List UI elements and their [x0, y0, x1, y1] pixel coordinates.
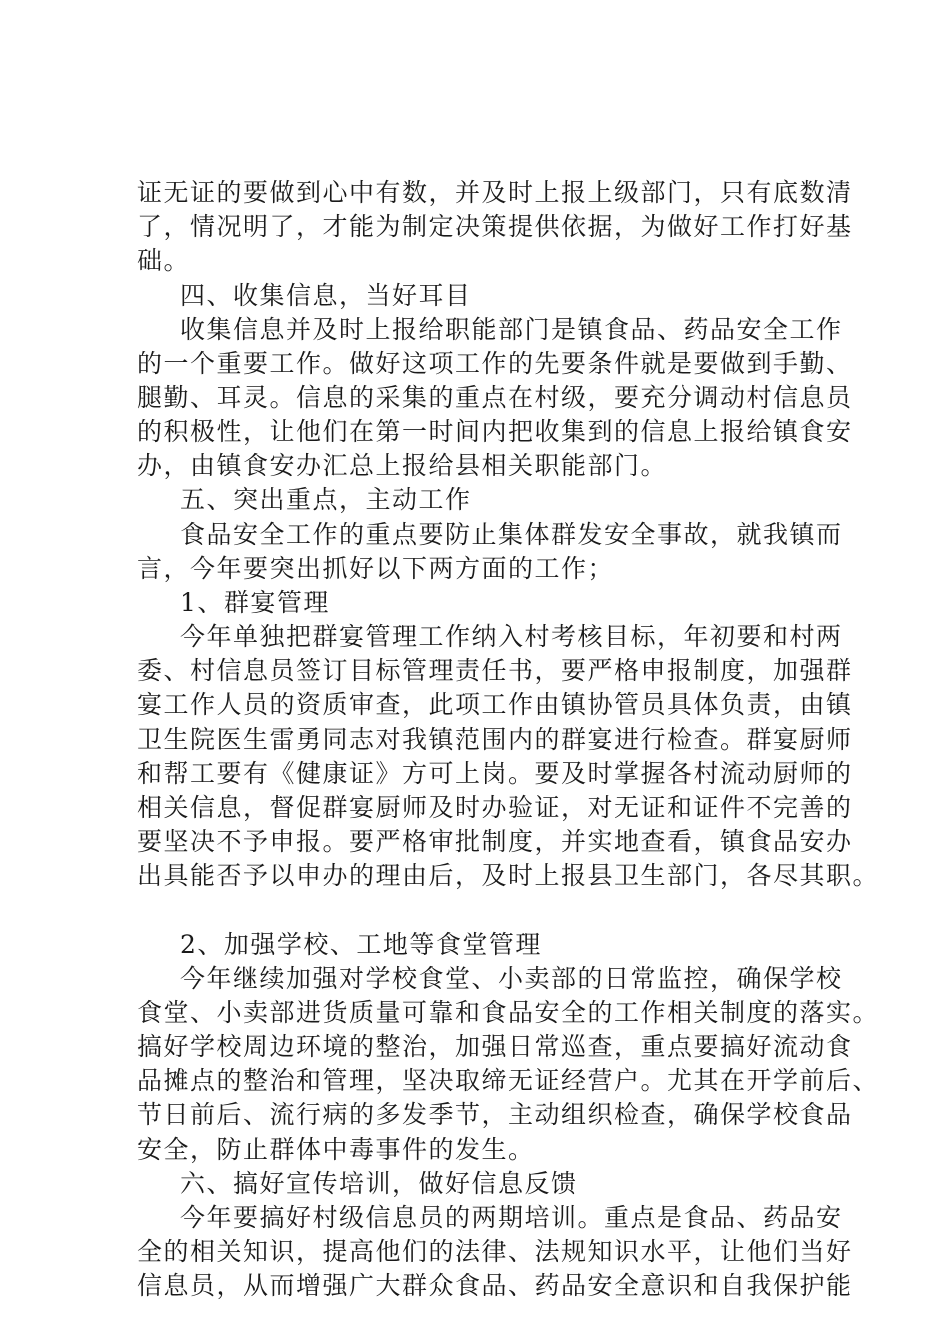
subsection-heading: 2、加强学校、工地等食堂管理	[180, 930, 542, 959]
section-heading: 六、搞好宣传培训，做好信息反馈	[180, 1169, 578, 1198]
body-text-line: 今年要搞好村级信息员的两期培训。重点是食品、药品安	[180, 1203, 843, 1232]
body-text-line: 节日前后、流行病的多发季节，主动组织检查，确保学校食品	[137, 1100, 853, 1129]
body-text-line: 要坚决不予申报。要严格审批制度，并实地查看，镇食品安办	[137, 827, 853, 856]
body-text-line: 的积极性，让他们在第一时间内把收集到的信息上报给镇食安	[137, 417, 853, 446]
body-text-line: 相关信息，督促群宴厨师及时办验证，对无证和证件不完善的	[137, 793, 853, 822]
body-text-line: 品摊点的整治和管理，坚决取缔无证经营户。尤其在开学前后、	[137, 1066, 880, 1095]
body-text-line: 卫生院医生雷勇同志对我镇范围内的群宴进行检查。群宴厨师	[137, 725, 853, 754]
body-text-line: 础。	[137, 246, 191, 275]
body-text-line: 今年单独把群宴管理工作纳入村考核目标，年初要和村两	[180, 622, 843, 651]
body-text-line: 宴工作人员的资质审查，此项工作由镇协管员具体负责，由镇	[137, 690, 853, 719]
body-text-line: 言，今年要突出抓好以下两方面的工作；	[137, 554, 615, 583]
body-text-line: 收集信息并及时上报给职能部门是镇食品、药品安全工作	[180, 315, 843, 344]
body-text-line: 食堂、小卖部进货质量可靠和食品安全的工作相关制度的落实。	[137, 998, 880, 1027]
body-text-line: 证无证的要做到心中有数，并及时上报上级部门，只有底数清	[137, 178, 853, 207]
body-text-line: 腿勤、耳灵。信息的采集的重点在村级，要充分调动村信息员	[137, 383, 853, 412]
body-text-line: 今年继续加强对学校食堂、小卖部的日常监控，确保学校	[180, 964, 843, 993]
body-text-line: 了，情况明了，才能为制定决策提供依据，为做好工作打好基	[137, 212, 853, 241]
body-text-line: 搞好学校周边环境的整治，加强日常巡查，重点要搞好流动食	[137, 1032, 853, 1061]
body-text-line: 信息员，从而增强广大群众食品、药品安全意识和自我保护能	[137, 1271, 853, 1300]
body-text-line: 办，由镇食安办汇总上报给县相关职能部门。	[137, 451, 668, 480]
body-text-line: 食品安全工作的重点要防止集体群发安全事故，就我镇而	[180, 520, 843, 549]
body-text-line: 全的相关知识，提高他们的法律、法规知识水平，让他们当好	[137, 1237, 853, 1266]
section-heading: 五、突出重点，主动工作	[180, 485, 472, 514]
body-text-line: 委、村信息员签订目标管理责任书，要严格申报制度，加强群	[137, 656, 853, 685]
body-text-line: 的一个重要工作。做好这项工作的先要条件就是要做到手勤、	[137, 349, 853, 378]
body-text-line: 安全，防止群体中毒事件的发生。	[137, 1135, 535, 1164]
subsection-heading: 1、群宴管理	[180, 588, 330, 617]
body-text-line: 和帮工要有《健康证》方可上岗。要及时掌握各村流动厨师的	[137, 759, 853, 788]
body-text-line: 出具能否予以申办的理由后，及时上报县卫生部门，各尽其职。	[137, 861, 880, 890]
section-heading: 四、收集信息，当好耳目	[180, 281, 472, 310]
